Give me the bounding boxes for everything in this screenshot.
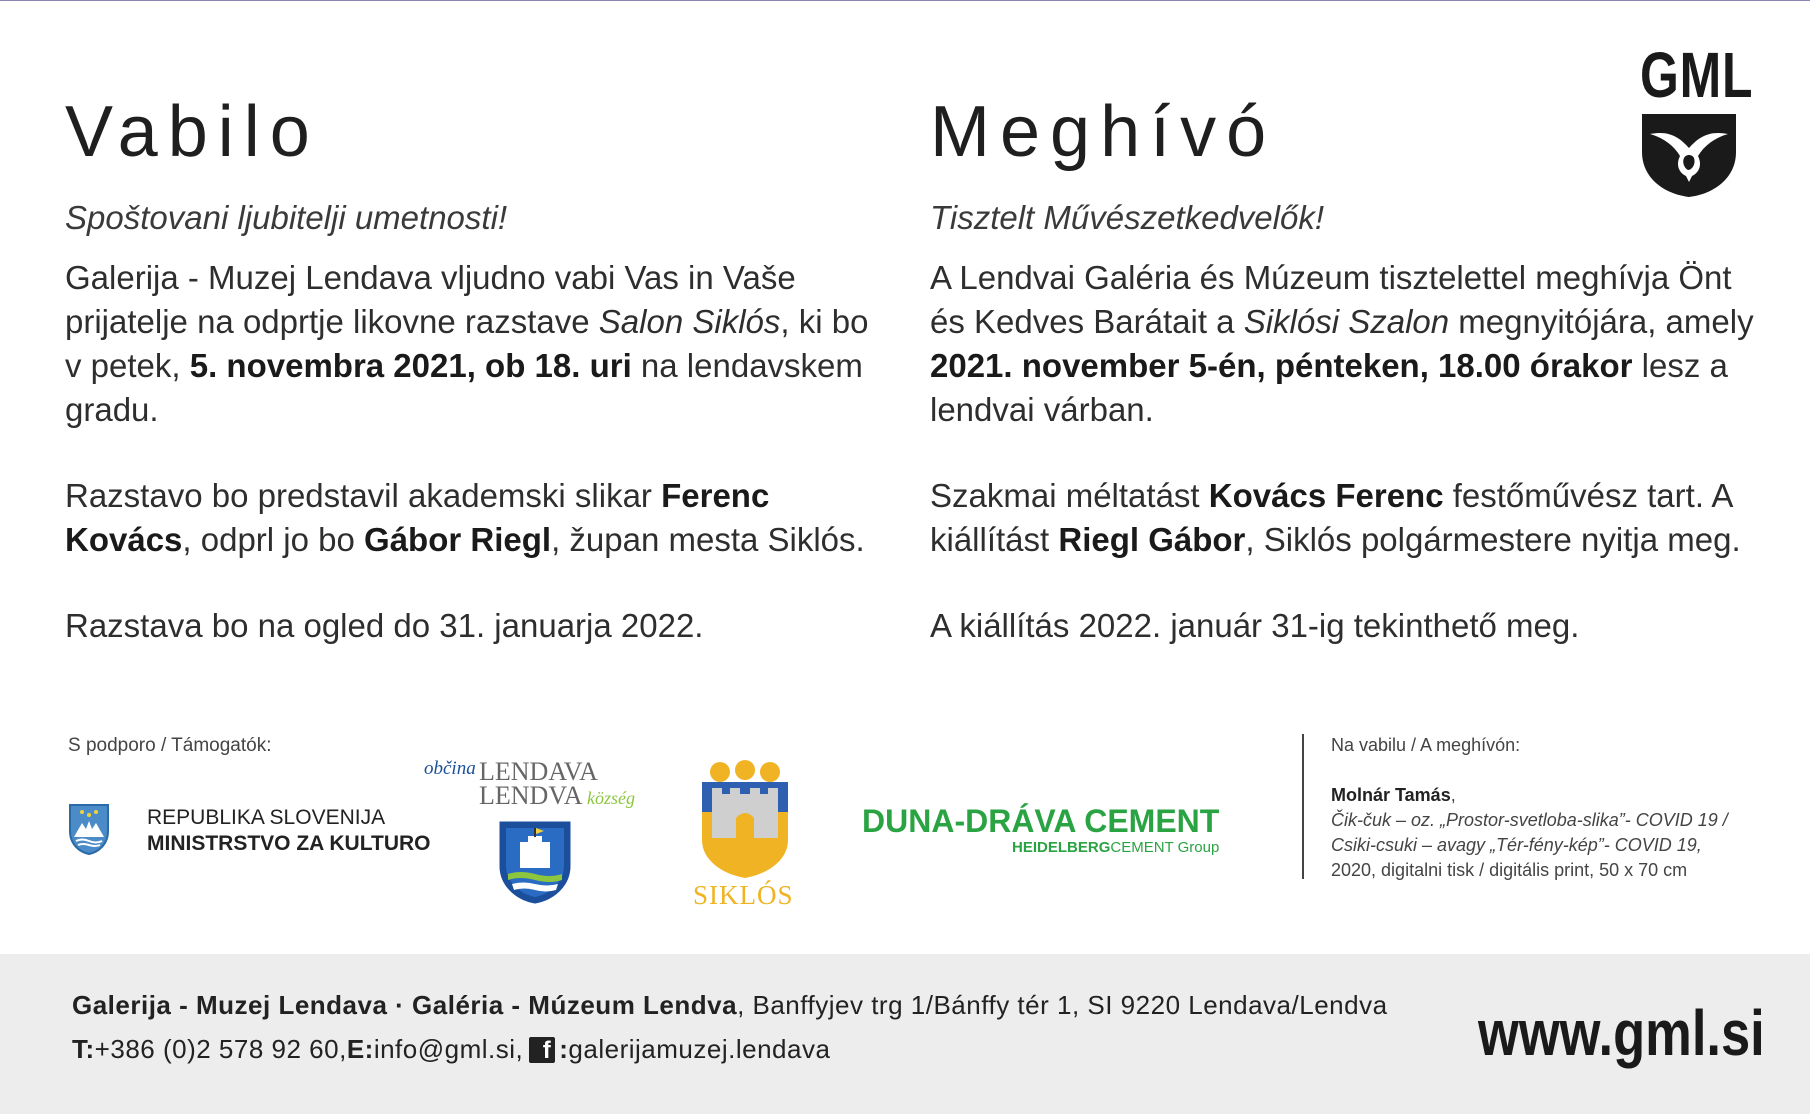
footer-email[interactable]: info@gml.si, (373, 1034, 524, 1064)
lendava-coat-of-arms-icon (498, 820, 572, 904)
ministry-line-2: MINISTRSTVO ZA KULTURO (147, 832, 431, 855)
slovenian-column (65, 92, 875, 648)
siklos-logo-text: SIKLÓS (693, 880, 794, 910)
slovenia-coat-of-arms-icon (68, 803, 110, 855)
facebook-icon: f (529, 1037, 555, 1063)
gml-bird-shield-icon (1640, 112, 1738, 198)
footer-phone: +386 (0)2 578 92 60, (94, 1034, 347, 1064)
lendava-obcina-label: občina (424, 758, 476, 779)
sponsors-label: S podporo / Támogatók: (68, 735, 272, 756)
slovenian-paragraph-2: Razstavo bo predstavil akademski slikar Ferenc Kovács, odprl jo bo Gábor Riegl, župan mesta Siklós. (65, 477, 865, 558)
slovenian-paragraph-3: Razstava bo na ogled do 31. januarja 2022. (65, 607, 704, 644)
credit-label: Na vabilu / A meghívón: (1331, 735, 1521, 755)
credit-artist-line: Molnár Tamás, (1331, 785, 1456, 805)
lendava-municipality-logo (424, 758, 644, 810)
footer (0, 954, 1810, 1114)
cement-company-name: DUNA-DRÁVA CEMENT (862, 803, 1220, 839)
credit-divider (1302, 734, 1304, 879)
cement-group-name: HEIDELBERGCEMENT Group (1012, 839, 1220, 856)
lendava-kozseg-label: község (587, 788, 635, 808)
footer-contact-line: T: +386 (0)2 578 92 60, E: info@gml.si, f : galerijamuzej.lendava (72, 1034, 831, 1064)
footer-facebook[interactable]: galerijamuzej.lendava (568, 1034, 831, 1064)
slovenian-paragraph-1: Galerija - Muzej Lendava vljudno vabi Vas in Vaše prijatelje na odprtje likovne razstave Salon Siklós, ki bo v petek, 5. novembra 2021, ob 18. uri na lendavskem gradu. (65, 259, 869, 428)
slovenian-title: Vabilo (65, 92, 320, 172)
hungarian-paragraph-2: Szakmai méltatást Kovács Ferenc festőművész tart. A kiállítást Riegl Gábor, Siklós polgármestere nyitja meg. (930, 477, 1741, 558)
lendava-name: LENDAVA LENDVA (479, 757, 598, 810)
credit-work-title: Čik-čuk – oz. „Prostor-svetloba-slika”- COVID 19 / Csiki-csuki – avagy „Tér-fény-kép”- COVID 19, (1331, 810, 1728, 855)
hungarian-paragraph-1: A Lendvai Galéria és Múzeum tisztelettel meghívja Önt és Kedves Barátait a Siklósi Szalon megnyitójára, amely 2021. november 5-én, pénteken, 18.00 órakor lesz a lendvai várban. (930, 259, 1754, 428)
top-border-line (0, 0, 1810, 1)
ministry-of-culture-logo-text (147, 805, 430, 857)
credit-work-details: 2020, digitalni tisk / digitális print, 50 x 70 cm (1331, 860, 1688, 880)
hungarian-column (930, 92, 1760, 648)
footer-address-line: Galerija - Muzej Lendava · Galéria - Múzeum Lendva, Banffyjev trg 1/Bánffy tér 1, SI 9220 Lendava/Lendva (72, 990, 1388, 1020)
siklos-coat-of-arms-icon (698, 760, 792, 880)
footer-website[interactable]: www.gml.si (1478, 997, 1765, 1069)
slovenian-greeting: Spoštovani ljubitelji umetnosti! (65, 199, 508, 236)
hungarian-paragraph-3: A kiállítás 2022. január 31-ig tekinthető meg. (930, 607, 1580, 644)
hungarian-title: Meghívó (930, 92, 1277, 172)
duna-drava-cement-logo (862, 804, 1219, 856)
gml-logo (1640, 39, 1754, 203)
gml-logo-letters: GML (1640, 39, 1754, 111)
ministry-line-1: REPUBLIKA SLOVENIJA (147, 806, 386, 829)
hungarian-greeting: Tisztelt Művészetkedvelők! (930, 199, 1325, 236)
invitation-image-credit (1331, 733, 1771, 883)
